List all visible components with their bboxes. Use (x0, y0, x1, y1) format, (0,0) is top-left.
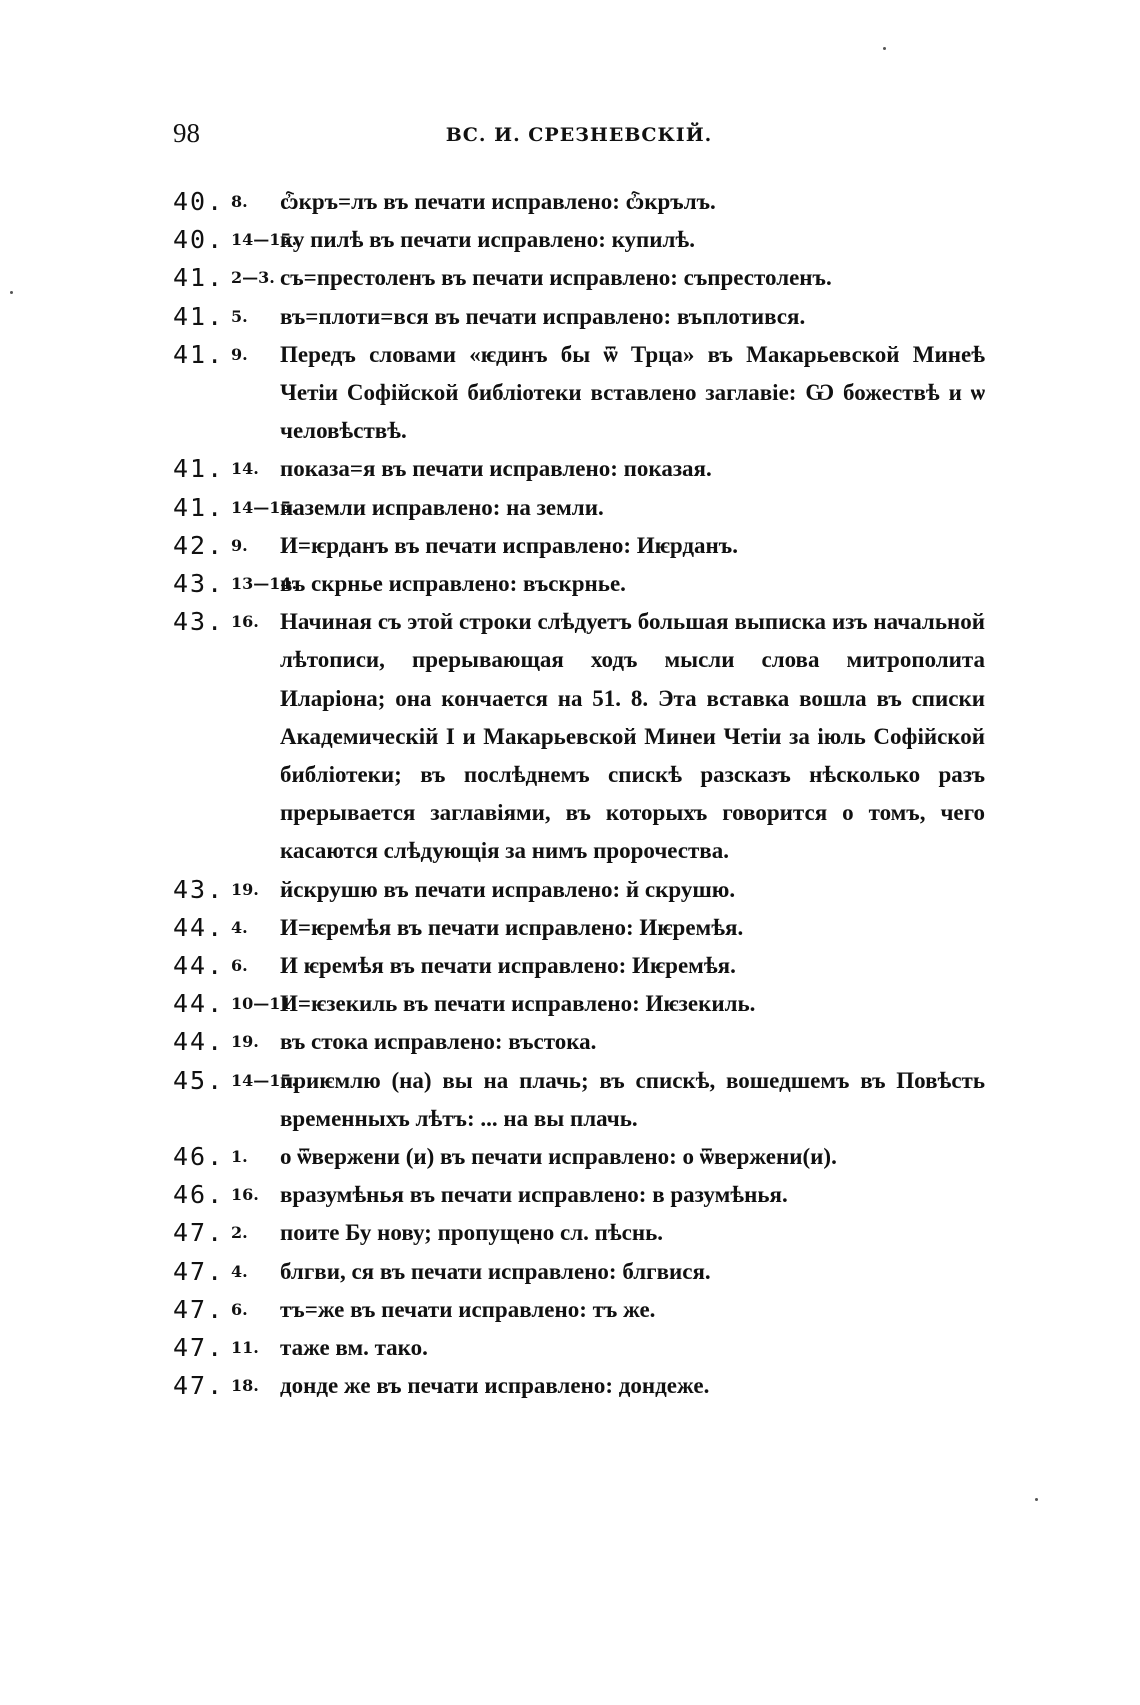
errata-entry (173, 947, 985, 985)
page-reference: 40. (173, 187, 225, 216)
line-reference: 14—15. (231, 230, 298, 250)
page-reference: 41. (173, 301, 225, 331)
entry-text: донде же въ печати исправлено: дондеже. (280, 1373, 710, 1399)
scan-speck (1035, 1498, 1038, 1501)
page-reference: 44. (173, 1027, 225, 1057)
page-reference: 41. (173, 339, 225, 369)
line-reference: 14. (231, 459, 259, 479)
errata-entry (173, 450, 985, 488)
entry-text: показа=я въ печати исправлено: показая. (280, 456, 712, 482)
line-reference: 5. (231, 306, 248, 326)
errata-entry (173, 1062, 985, 1138)
errata-entry (173, 909, 985, 947)
line-reference: 2. (231, 1223, 248, 1243)
line-reference: 16. (231, 1185, 259, 1205)
line-reference: 10—11. (231, 994, 298, 1014)
page-reference: 47. (173, 1333, 225, 1363)
errata-entry (173, 527, 985, 565)
line-reference: 13—14. (231, 574, 298, 594)
entry-text: въ скрнье исправлено: въскрнье. (280, 571, 626, 597)
page-reference: 43. (173, 607, 225, 637)
line-reference: 6. (231, 956, 248, 976)
errata-entry (173, 1253, 985, 1291)
line-reference: 4. (231, 917, 248, 937)
page-reference: 44. (173, 951, 225, 981)
scan-speck (10, 291, 13, 294)
errata-entry (173, 1367, 985, 1405)
line-reference: 18. (231, 1376, 259, 1396)
errata-entry (173, 871, 985, 909)
line-reference: 2—3. (231, 268, 275, 288)
entry-text: Передъ словами «ѥдинъ бы ѿ Трца» въ Макарьевской Минеѣ Четіи Софійской библіотеки вставлено заглавіе: Ѡ божествѣ и ѡ человѣствѣ. (280, 341, 985, 444)
entry-text: таже вм. тако. (280, 1335, 428, 1361)
errata-entry (173, 183, 985, 221)
page-reference: 44. (173, 989, 225, 1019)
errata-entry (173, 489, 985, 527)
entry-text: И=ѥремѣя въ печати исправлено: Иѥремѣя. (280, 914, 744, 940)
page-reference: 40. (173, 225, 225, 255)
line-reference: 1. (231, 1147, 248, 1167)
line-reference: 9. (231, 535, 248, 555)
page-header (173, 118, 985, 158)
page-reference: 47. (173, 1371, 225, 1401)
entry-text: поите Бу нову; пропущено сл. пѣснь. (280, 1220, 664, 1246)
page-reference: 41. (173, 492, 225, 522)
line-reference: 9. (231, 344, 248, 364)
errata-entry (173, 1176, 985, 1214)
line-reference: 16. (231, 612, 259, 632)
page-reference: 43. (173, 874, 225, 904)
errata-entry (173, 336, 985, 451)
line-reference: 14—15. (231, 1070, 298, 1090)
errata-entry (173, 298, 985, 336)
errata-entry (173, 603, 985, 870)
entry-text: вразумѣнья въ печати исправлено: в разумѣнья. (280, 1182, 788, 1208)
line-reference: 6. (231, 1299, 248, 1319)
errata-list (173, 183, 985, 1406)
errata-entry (173, 1214, 985, 1252)
errata-entry (173, 565, 985, 603)
line-reference: 4. (231, 1261, 248, 1281)
entry-text: И=ѥрданъ въ печати исправлено: Иѥрданъ. (280, 532, 738, 558)
entry-text: И ѥремѣя въ печати исправлено: Иѥремѣя. (280, 953, 736, 979)
errata-entry (173, 1138, 985, 1176)
entry-text: приѥмлю (на) вы на плачь; въ спискѣ, вошедшемъ въ Повѣсть временныхъ лѣтъ: ... на вы плачь. (280, 1067, 985, 1131)
page-reference: 47. (173, 1256, 225, 1286)
page-number: 98 (173, 118, 200, 148)
page-reference: 45. (173, 1065, 225, 1095)
page-reference: 47. (173, 1294, 225, 1324)
page-reference: 42. (173, 530, 225, 560)
entry-text: ѽкръ=лъ въ печати исправлено: ѽкрълъ. (280, 189, 716, 214)
errata-entry (173, 1023, 985, 1061)
entry-text: въ=плоти=вся въ печати исправлено: въплотився. (280, 303, 806, 329)
entry-text: съ=престоленъ въ печати исправлено: съпрестоленъ. (280, 265, 832, 291)
errata-entry (173, 259, 985, 297)
line-reference: 19. (231, 879, 259, 899)
line-reference: 14—15. (231, 497, 298, 517)
entry-text: въ стока исправлено: въстока. (280, 1029, 597, 1055)
entry-text: блгви, ся въ печати исправлено: блгвися. (280, 1258, 711, 1284)
errata-entry (173, 1291, 985, 1329)
line-reference: 19. (231, 1032, 259, 1052)
errata-entry (173, 985, 985, 1023)
errata-entry (173, 221, 985, 259)
entry-text: йскрушю въ печати исправлено: й скрушю. (280, 876, 736, 902)
scan-speck (883, 47, 886, 50)
page-reference: 47. (173, 1218, 225, 1248)
entry-text: тъ=же въ печати исправлено: тъ же. (280, 1296, 656, 1322)
entry-text: И=ѥзекиль въ печати исправлено: Иѥзекиль. (280, 991, 756, 1017)
entry-text: ку пилѣ въ печати исправлено: купилѣ. (280, 227, 695, 253)
errata-entry (173, 1329, 985, 1367)
page-reference: 44. (173, 912, 225, 942)
page-reference: 41. (173, 454, 225, 484)
line-reference: 8. (231, 192, 248, 211)
page-reference: 43. (173, 569, 225, 599)
page-reference: 46. (173, 1180, 225, 1210)
entry-text: наземли исправлено: на земли. (280, 494, 604, 520)
page-reference: 46. (173, 1142, 225, 1172)
running-head: ВС. И. СРЕЗНЕВСКІЙ. (445, 124, 713, 146)
line-reference: 11. (231, 1338, 259, 1358)
entry-text: о ѿвержени (и) въ печати исправлено: о ѿвержени(и). (280, 1144, 837, 1170)
page-reference: 41. (173, 263, 225, 293)
entry-text: Начиная съ этой строки слѣдуетъ большая выписка изъ начальной лѣтописи, прерывающая ходъ мысли слова митрополита Иларіона; она кончается на 51. 8. Эта вставка вошла въ списки Академическій I и Макарьевской Минеи Четіи за іюль Софійской библіотеки; въ послѣднемъ спискѣ разсказъ нѣсколько разъ прерывается заглавіями, въ которыхъ говорится о томъ, чего касаются слѣдующія за нимъ пророчества. (280, 609, 985, 864)
